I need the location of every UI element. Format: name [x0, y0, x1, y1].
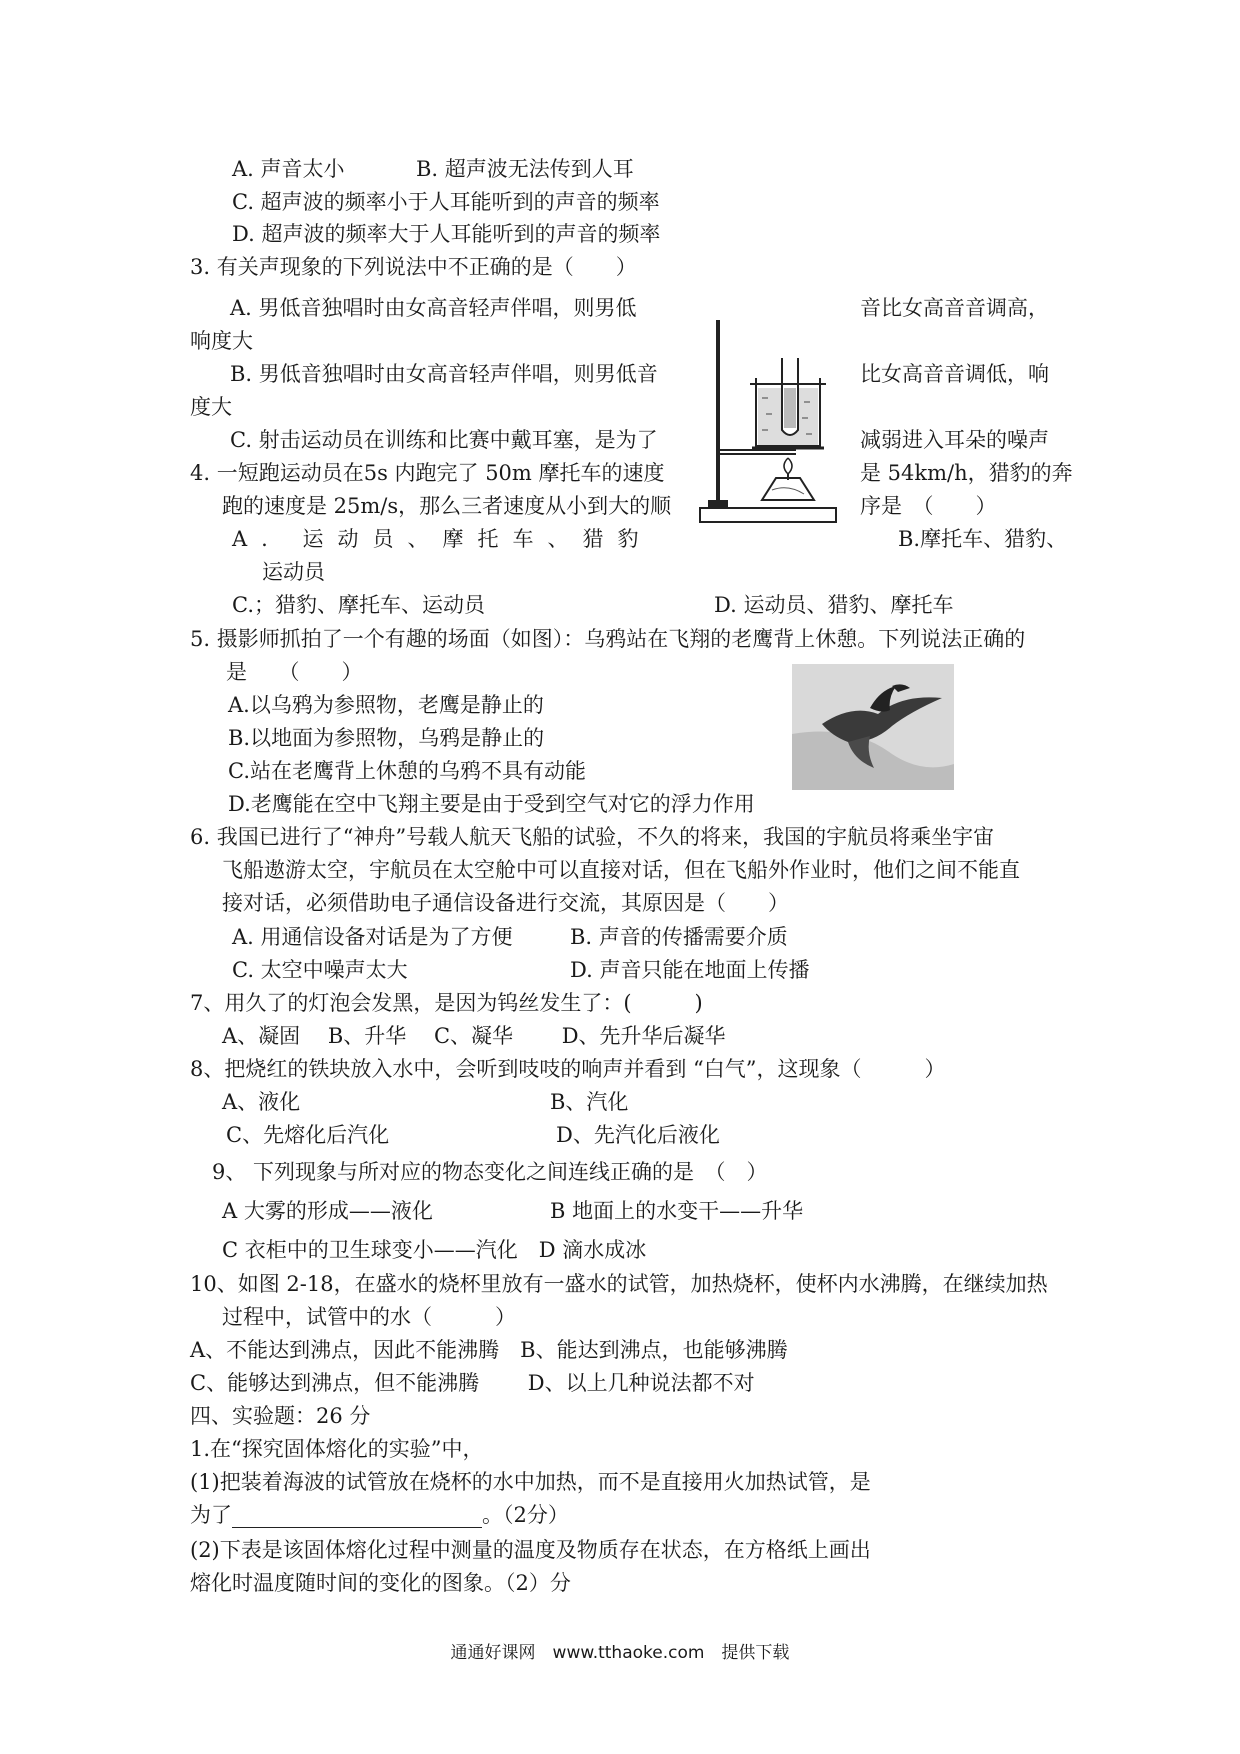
q3-option-a-cont: 音比女高音音调高， [860, 296, 1049, 320]
experiment-1-part1-line2 [190, 1502, 569, 1528]
section-heading: 四、实验题：26 分 [190, 1404, 371, 1428]
q4-stem-line2: 跑的速度是 25m/s，那么三者速度从小到大的顺 [222, 494, 672, 518]
q3-option-c-cont: 减弱进入耳朵的噪声 [860, 428, 1049, 452]
eagle-crow-photo [792, 664, 954, 790]
q4-stem-cont: 是 54km/h，猎豹的奔 [860, 461, 1073, 485]
q4-option-b-wrap: 运动员 [262, 560, 325, 584]
q2-option-d: D. 超声波的频率大于人耳能听到的声音的频率 [232, 222, 661, 246]
q3-option-b: B. 男低音独唱时由女高音轻声伴唱，则男低音 [230, 362, 658, 386]
q5-stem-line2: 是 （ ） [226, 660, 363, 684]
q6-stem: 6. 我国已进行了“神舟”号载人航天飞船的试验，不久的将来，我国的宇航员将乘坐宇宙 [190, 825, 995, 849]
q5-option-a: A.以乌鸦为参照物，老鹰是静止的 [228, 693, 544, 717]
q3-option-b-cont: 比女高音音调低，响 [860, 362, 1049, 386]
q3-option-a-wrap: 响度大 [190, 329, 253, 353]
q8-option-d: D、先汽化后液化 [556, 1123, 720, 1147]
q10-options-cd: C、能够达到沸点，但不能沸腾 D、以上几种说法都不对 [190, 1371, 755, 1395]
q3-option-a: A. 男低音独唱时由女高音轻声伴唱，则男低 [230, 296, 637, 320]
q5-option-c: C.站在老鹰背上休憩的乌鸦不具有动能 [228, 759, 586, 783]
q10-stem: 10、如图 2-18，在盛水的烧杯里放有一盛水的试管，加热烧杯，使杯内水沸腾，在继续加热 [190, 1272, 1048, 1296]
q9-stem: 9、 下列现象与所对应的物态变化之间连线正确的是 （ ） [212, 1160, 768, 1184]
q6-option-b: B. 声音的传播需要介质 [570, 925, 788, 949]
q3-stem: 3. 有关声现象的下列说法中不正确的是（ ） [190, 255, 637, 279]
beaker-apparatus-figure [696, 318, 840, 532]
q4-option-d: D. 运动员、猎豹、摩托车 [714, 593, 954, 617]
q7-options: A、凝固 B、升华 C、凝华 D、先升华后凝华 [222, 1024, 726, 1048]
blank-prefix: 为了 [190, 1503, 232, 1527]
footer-credit: 通通好课网 www.tthaoke.com 提供下载 [450, 1643, 790, 1663]
q9-option-cd: C 衣柜中的卫生球变小——汽化 D 滴水成冰 [222, 1238, 647, 1262]
q4-stem-line2-cont: 序是 （ ） [860, 494, 997, 518]
q6-option-c: C. 太空中噪声太大 [232, 958, 408, 982]
q9-option-b: B 地面上的水变干——升华 [550, 1199, 804, 1223]
experiment-1-title: 1.在“探究固体熔化的实验”中， [190, 1437, 484, 1461]
q10-stem-line2: 过程中，试管中的水（ ） [222, 1305, 516, 1329]
answer-blank [232, 1507, 482, 1528]
q4-option-a: A. 运动员、摩托车、猎豹 [232, 527, 653, 551]
q3-option-b-wrap: 度大 [190, 395, 232, 419]
q8-option-b: B、汽化 [550, 1090, 629, 1114]
q5-option-d: D.老鹰能在空中飞翔主要是由于受到空气对它的浮力作用 [228, 792, 755, 816]
q4-option-b: B.摩托车、猎豹、 [898, 527, 1068, 551]
q5-option-b: B.以地面为参照物，乌鸦是静止的 [228, 726, 545, 750]
q9-option-a: A 大雾的形成——液化 [222, 1199, 433, 1223]
q8-stem: 8、把烧红的铁块放入水中，会听到吱吱的响声并看到 “白气”，这现象（ ） [190, 1057, 946, 1081]
q4-option-c: C.；猎豹、摩托车、运动员 [232, 593, 485, 617]
q2-option-a: A. 声音太小 [232, 157, 345, 181]
q6-option-a: A. 用通信设备对话是为了方便 [232, 925, 513, 949]
experiment-1-part2: (2)下表是该固体熔化过程中测量的温度及物质存在状态，在方格纸上画出 [190, 1538, 871, 1562]
q8-option-c: C、先熔化后汽化 [226, 1123, 390, 1147]
q6-stem-line2: 飞船遨游太空，宇航员在太空舱中可以直接对话，但在飞船外作业时，他们之间不能直 [222, 858, 1020, 882]
q2-option-c: C. 超声波的频率小于人耳能听到的声音的频率 [232, 190, 660, 214]
q6-option-d: D. 声音只能在地面上传播 [570, 958, 810, 982]
experiment-1-part1: (1)把装着海波的试管放在烧杯的水中加热，而不是直接用火加热试管，是 [190, 1470, 871, 1494]
q2-option-b: B. 超声波无法传到人耳 [416, 157, 634, 181]
q7-stem: 7、用久了的灯泡会发黑，是因为钨丝发生了：( ) [190, 991, 703, 1015]
q10-options-ab: A、不能达到沸点，因此不能沸腾 B、能达到沸点，也能够沸腾 [190, 1338, 788, 1362]
q3-option-c: C. 射击运动员在训练和比赛中戴耳塞，是为了 [230, 428, 658, 452]
q6-stem-line3: 接对话，必须借助电子通信设备进行交流，其原因是（ ） [222, 891, 789, 915]
experiment-1-part2-line2: 熔化时温度随时间的变化的图象。（2）分 [190, 1571, 571, 1595]
blank-suffix: 。（2分） [482, 1503, 569, 1527]
q8-option-a: A、液化 [222, 1090, 301, 1114]
q5-stem: 5. 摄影师抓拍了一个有趣的场面（如图）：乌鸦站在飞翔的老鹰背上休憩。下列说法正确的 [190, 627, 1026, 651]
q4-stem: 4. 一短跑运动员在5s 内跑完了 50m 摩托车的速度 [190, 461, 665, 485]
